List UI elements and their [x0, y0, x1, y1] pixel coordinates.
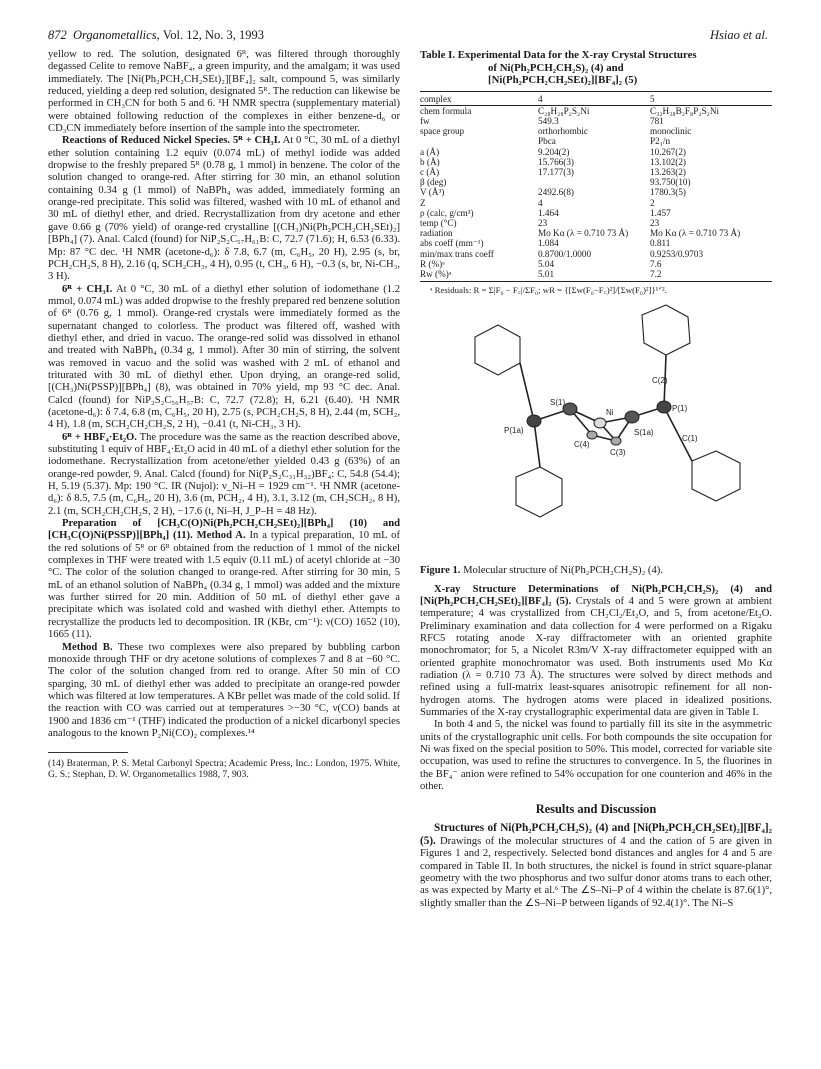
- table-row: [420, 105, 772, 116]
- atom-label: P(1): [672, 404, 688, 414]
- table-row: [420, 238, 772, 248]
- paragraph-text: At 0 °C, 30 mL of a diethyl ether solution of iodomethane (1.2 mmol, 0.074 mL) was added dropwise to the freshly prepared red benzene solution of 6ᴿ (0.76 g, 1 mmol). Orange-red crystals were immediately formed as the supernatant changed to colorless. The product was filtered off, washed with diethyl ether, and dried in vacuo. The orange-red solid was dissolved in ethanol and treated with NaBPh₄ (0.34 g, 1 mmol). After 30 min of stirring, the solvent was removed in vacuo and the solid was washed with 2 mL of ethanol and triturated with 30 mL of diethyl ether. Upon drying, an orange-red solid, [(CH₃)Ni(PSSP)][BPh₄] (8), was obtained in 70% yield, mp 93 °C dec. Anal. Calcd (found) for NiP₂S₂C₅₆H₅₇B: C, 72.7 (72.8); H, 6.21 (6.40). ¹H NMR (acetone-d₆): δ 7.4, 6.8 (m, C₆H₅, 20 H), 2.75 (s, PCH₂CH₂S, 8 H), 2.44 (m, SCH₂, 4 H), 1.8 (m, SCH₂CH₂CH₂S, 2 H), −0.41 (t, Ni-CH₃, 3 H).: [48, 283, 400, 431]
- table-row: [420, 157, 772, 167]
- atom-p1: [657, 401, 671, 413]
- paragraph-text: At 0 °C, 30 mL of a diethyl ether solution containing 1.2 equiv (0.074 mL) of methyl iodide was added dropwise to the freshly prepared 5ᴿ (0.78 g, 1 mmol) in benzene. The color of the solution changed to orange-red. After stirring for 30 min, an ethanol solution containing 0.34 g (1 mmol) of NaBPh₄ was added, immediately forming an orange-red precipitate. This solid was filtered, washed with 10 mL of ethanol and 30 mL of diethyl ether, and dried. Recrystallization from dry acetone and ether gave 0.66 g (70% yield) of orange-red crystalline [(CH₃)Ni(Ph₂PCH₂CH₂SEt)₂][BPh₄] (7). Anal. Calcd (found) for NiP₂S₂C₅₇H₆₁B: C, 72.7 (71.6); H, 6.53 (6.33). Mp: 87 °C dec. ¹H NMR (acetone-d₆): δ 7.8, 6.7 (m, C₆H₅, 20 H), 2.95 (s, br, PCH₂CH₂S, 8 H), 2.16 (q, SCH₂CH₃, 4 H), 0.95 (t, CH₃, 6 H), −0.3 (s, br, Ni-CH₃, 3 H).: [48, 135, 400, 283]
- table-row: [420, 126, 772, 136]
- run-in-heading: 6ᴿ + CH₃I.: [62, 283, 113, 295]
- run-in-heading: Preparation of [CH₃C(O)Ni(Ph₂PCH₂CH₂SEt)₂][BPh₄] (10) and [CH₃C(O)Ni(PSSP)][BPh₄] (11). Method A.: [48, 518, 400, 542]
- run-in-heading: Structures of Ni(Ph₂PCH₂CH₂S)₂ (4) and [Ni(Ph₂PCH₂CH₂SEt)₂][BF₄]₂ (5).: [420, 821, 772, 848]
- paragraph: yellow to red. The solution, designated 6ᴿ, was filtered through thoroughly degassed Celite to remove NaBF₄, a green impurity, and the amalgam; it was used immediately. The [Ni(Ph₂PCH₂CH₂SEt)₂][BF₄]₂ salt, compound 5, was similarly reduced, yielding a deep red solution, designated 5ᴿ. The reduction can likewise be performed in CH₃CN for both 5 and 6. ¹H NMR spectra (supplementary material) were obtained following reduction of the complexes in either benzene-d₆ or CD₃CN immediately before insertion of the sample into the spectrometer.: [48, 49, 400, 135]
- table-cell: temp (°C): [420, 217, 457, 228]
- table-cell: 17.177(3): [538, 166, 574, 177]
- paragraph: [420, 822, 772, 910]
- left-column: [48, 49, 400, 780]
- table-cell: 23: [650, 217, 660, 228]
- table-cell: Rw (%)ᵃ: [420, 269, 538, 282]
- figure-caption: [420, 565, 772, 577]
- paragraph-text: Crystals of 4 and 5 were grown at ambient temperature; 4 was crystallized from CH₂Cl₂/Et₂O, and 5, from acetone/Et₂O. Preliminary examination and data collection for 4 were performed on a Rigaku RFC5 rotating anode X-ray diffractometer with an oriented graphite monochromator; for 5, a Nicolet R3m/V X-ray diffractometer equipped with an oriented graphite monochromator was used. Both instruments used Mo Kα radiation (λ = 0.710 73 Å). The structures were solved by direct methods and refined using a full-matrix least-squares anisotropic refinement for all non-hydrogen atoms. The hydrogen atoms were placed in idealized positions. Summaries of the X-ray crystallographic experimental data are given in Table I.: [420, 595, 772, 718]
- table-cell: Mo Kα (λ = 0.710 73 Å): [650, 228, 741, 239]
- table-cell: 13.263(2): [650, 166, 686, 177]
- table-cell: 1780.3(5): [650, 187, 686, 198]
- table-row: [420, 218, 772, 228]
- atom-label: S(1): [550, 398, 566, 408]
- figure-molecular-structure: [420, 301, 772, 563]
- table-header-cell: complex: [420, 91, 538, 105]
- atom-label: C(2): [652, 376, 668, 386]
- table-body: [420, 91, 772, 282]
- paragraph: In both 4 and 5, the nickel was found to partially fill its site in the asymmetric units of the crystallographic unit cells. For both compounds the site occupation for Ni was fixed on the special position to 50%. This model, corrected for variable site occupation, was used to refine the structures to convergence. In 5, the fluorines in the BF₄⁻ anion were refined to 54% occupation for one counterion and 46% in the other.: [420, 719, 772, 792]
- table-row: [420, 198, 772, 208]
- atom-c3: [611, 437, 621, 445]
- section-heading: Results and Discussion: [535, 802, 657, 817]
- paragraph: [48, 284, 400, 432]
- table-cell: β (deg): [420, 177, 447, 188]
- table-cell: [420, 136, 538, 146]
- table-cell: a (Å): [420, 146, 440, 157]
- paragraph: [48, 518, 400, 641]
- table-cell: abs coeff (mm⁻¹): [420, 238, 484, 249]
- table-cell: b (Å): [420, 156, 440, 167]
- table-row: [420, 249, 772, 259]
- page-number: 872: [48, 28, 67, 42]
- table-row: [420, 259, 772, 269]
- table-cell: 4: [538, 197, 543, 208]
- table-cell: [538, 177, 650, 187]
- journal-volume: Vol. 12, No. 3, 1993: [162, 28, 264, 42]
- table-cell: Z: [420, 197, 426, 208]
- table-cell: Pbca: [538, 136, 556, 147]
- table-cell: orthorhombic: [538, 126, 589, 137]
- table-cell: 5.04: [538, 258, 555, 269]
- table-cell: 7.2: [650, 269, 772, 282]
- figure-caption-text: Molecular structure of Ni(Ph₂PCH₂CH₂S)₂ (4).: [460, 565, 663, 577]
- table-cell: 0.811: [650, 238, 671, 249]
- table-cell: 2: [650, 197, 655, 208]
- table-cell: 1.457: [650, 207, 671, 218]
- table-cell: space group: [420, 126, 465, 137]
- paragraph: [48, 642, 400, 741]
- table-row: [420, 167, 772, 177]
- table-row: [420, 187, 772, 197]
- table-cell: V (Å³): [420, 187, 445, 198]
- paragraph: [48, 135, 400, 283]
- xray-data-table: [420, 91, 772, 283]
- header-authors: Hsiao et al.: [710, 28, 768, 42]
- figure-label: Figure 1.: [420, 565, 461, 577]
- table-title-line: Experimental Data for the X-ray Crystal Structures: [455, 49, 697, 61]
- run-in-heading: Method B.: [62, 641, 113, 653]
- table-cell: 781: [650, 115, 664, 126]
- atom-p1a: [527, 415, 541, 427]
- table-cell: 549.3: [538, 115, 559, 126]
- table-cell: 2492.6(8): [538, 187, 574, 198]
- table-header-cell: 4: [538, 91, 650, 105]
- table-cell: 1.084: [538, 238, 559, 249]
- table-cell: 7.6: [650, 258, 662, 269]
- table-cell: ρ (calc, g/cm³): [420, 207, 474, 218]
- table-row: [420, 147, 772, 157]
- atom-label: S(1a): [634, 428, 654, 438]
- table-header-cell: 5: [650, 91, 772, 105]
- table-cell: R (%)ᵃ: [420, 258, 445, 269]
- table-cell: 13.102(2): [650, 156, 686, 167]
- table-cell: C₂₈H₂₈P₂S₂Ni: [538, 105, 590, 116]
- bond: [520, 363, 534, 421]
- phenyl-ring: [475, 325, 520, 375]
- ortep-drawing: [420, 301, 772, 563]
- table-cell: fw: [420, 115, 430, 126]
- paragraph-text: The procedure was the same as the reaction described above, substituting 1 equiv of HBF₄·Et₂O acid in 40 mL of a diethyl ether solution for the iodomethane. Recrystallization from acetone/ether yielded 0.43 g (63%) of an orange-red powder, 9. Anal. Calcd (found) for Ni(P₂S₂C₃₁H₃₂)BF₄: C, 54.8 (54.4); H, 5.19 (5.37). Mp: 190 °C. IR (Nujol): ν_Ni–H = 1929 cm⁻¹. ¹H NMR (acetone-d₆): δ 8.5, 7.5 (m, C₆H₅, 20 H), 3.6 (m, PCH₂, 4 H), 3.1, 3.12 (m, CH₂SCH₂, 8 H), 2.1 (m, SCH₂CH₂CH₂S, 2 H), −17.6 (t, Ni–H, J_P–H = 48 Hz).: [48, 431, 400, 517]
- table-cell: 0.8700/1.0000: [538, 248, 592, 259]
- table-row: [420, 269, 772, 282]
- footnote-divider: [48, 752, 128, 753]
- table-footnote: ᵃ Residuals: R = Σ|F₀ − F꜀|/ΣF₀; wR = {[Σw(F₀−F꜀)²]/[Σw(F₀)²]}¹ᐟ².: [430, 285, 667, 296]
- table-row: [420, 116, 772, 126]
- run-in-heading: X-ray Structure Determinations of Ni(Ph₂PCH₂CH₂S)₂ (4) and [Ni(Ph₂PCH₂CH₂SEt)₂][BF₄]₂ (5).: [420, 583, 772, 607]
- table-cell: P2₁/n: [650, 136, 671, 147]
- paragraph-text: These two complexes were also prepared by bubbling carbon monoxide through THF or dry acetone solutions of complexes 7 and 8 at −60 °C. The color of the solution changed from red to orange. After 50 min of CO sparging, 30 mL of diethyl ether was added to precipitate an orange-red powder which was filtered at low temperatures. A KBr pellet was made of the cold solid. If the reaction with CO was carried out at temperatures >−30 °C, ν(CO) bands at 1900 and 1836 cm⁻¹ (THF) indicated the production of a nickel dicarbonyl species analogous to the known P₂Ni(CO)₂ complexes.¹⁴: [48, 641, 400, 739]
- table-cell: 93.750(10): [650, 177, 691, 188]
- table-row: [420, 136, 772, 146]
- table-title-line: of Ni(Ph₂PCH₂CH₂S)₂ (4) and: [488, 61, 624, 74]
- atom-label: C(4): [574, 440, 590, 450]
- table-cell: chem formula: [420, 105, 472, 116]
- table-cell: c (Å): [420, 166, 440, 177]
- table-cell: 9.204(2): [538, 146, 570, 157]
- right-column: [420, 49, 772, 910]
- table-cell: 10.267(2): [650, 146, 686, 157]
- table-cell: Mo Kα (λ = 0.710 73 Å): [538, 228, 629, 239]
- paragraph-text: Drawings of the molecular structures of 4 and the cation of 5 are given in Figures 1 and 2, respectively. Selected bond distances and angles for 4 and 5 are compared in Table II. In both structures, the nickel is found in strict square-planar geometry with the two phosphorus and two sulfur donor atoms trans to each other, as was expected by Marty et al.⁶ The ∠S–Ni–P of 4 within the chelate is 87.6(1)°, slightly smaller than the ∠S–Ni–P between ligands of 92.4(1)°. The Ni–S: [420, 836, 772, 909]
- table-cell: 1.464: [538, 207, 559, 218]
- table-cell: 23: [538, 217, 548, 228]
- table-header-row: [420, 91, 772, 105]
- header-citation: [48, 28, 264, 43]
- table-caption: [420, 49, 772, 87]
- paragraph-text: In a typical preparation, 10 mL of the red solutions of 5ᴿ or 6ᴿ obtained from the reduction of 1 mmol of the nickel complexes in THF were treated with 1.5 equiv (0.11 mL) of acetyl chloride at −30 °C. The color of the solution changed to orange-red. After stirring for 30 min, 5 mL of an ethanol solution of NaBPh₄ (0.34 g, 1 mmol) was added and the mixture was further stirred for 20 min. Addition of 50 mL of diethyl ether gave a precipitate which was isolated cold and washed with diethyl ether. Attempts to recrystallize the products led to decomposition. IR (KBr, cm⁻¹): ν(CO) 1652 (10), 1665 (11).: [48, 530, 400, 641]
- atom-label: P(1a): [504, 426, 524, 436]
- run-in-heading: Reactions of Reduced Nickel Species. 5ᴿ + CH₃I.: [62, 135, 281, 147]
- atom-ni: [594, 418, 606, 428]
- atom-s1a: [625, 411, 639, 423]
- atom-label: C(1): [682, 434, 698, 444]
- table-title-line: [Ni(Ph₂PCH₂CH₂SEt)₂][BF₄]₂ (5): [488, 74, 638, 86]
- table-cell: 0.9253/0.9703: [650, 248, 704, 259]
- bond: [534, 421, 540, 467]
- table-cell: 5.01: [538, 269, 650, 282]
- table-label: Table I.: [420, 49, 456, 61]
- run-in-heading: 6ᴿ + HBF₄·Et₂O.: [62, 431, 137, 443]
- footnote: (14) Braterman, P. S. Metal Carbonyl Spectra; Academic Press, Inc.: London, 1975. White, G. S.; Stephan, D. W. Organometallics 1988, 7, 903.: [48, 758, 400, 781]
- table-cell: monoclinic: [650, 126, 692, 137]
- table-cell: 15.766(3): [538, 156, 574, 167]
- phenyl-ring: [692, 451, 740, 501]
- paragraph: [420, 584, 772, 720]
- atom-label: Ni: [606, 408, 614, 418]
- paragraph: [48, 432, 400, 518]
- journal-name: Organometallics,: [73, 28, 160, 42]
- table-cell: radiation: [420, 228, 453, 239]
- table-row: [420, 208, 772, 218]
- table-cell: C₃₂H₃₈B₂F₈P₂S₂Ni: [650, 105, 720, 116]
- running-header: [48, 28, 768, 44]
- table-row: [420, 228, 772, 238]
- phenyl-ring: [516, 467, 562, 517]
- atom-label: C(3): [610, 448, 626, 458]
- phenyl-ring: [642, 305, 690, 355]
- atom-c4: [587, 431, 597, 439]
- table-row: [420, 177, 772, 187]
- table-cell: min/max trans coeff: [420, 248, 494, 259]
